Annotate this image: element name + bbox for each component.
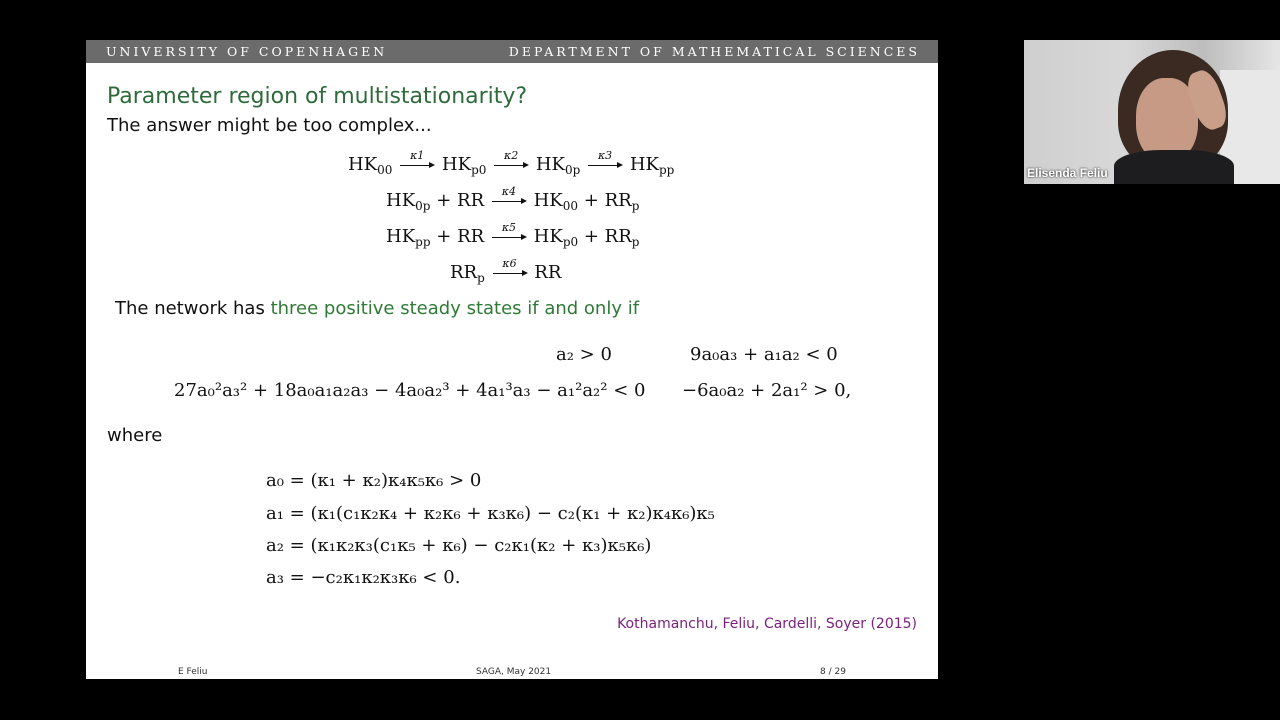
network-highlight: three positive steady states if and only if [270, 298, 640, 319]
slide-subtitle: The answer might be too complex... [107, 115, 432, 136]
definition-a2: a₂ = (κ₁κ₂κ₃(c₁κ₅ + κ₆) − c₂κ₁(κ₂ + κ₃)κ₅κ₆) [266, 535, 652, 556]
where-label: where [107, 425, 163, 446]
presentation-slide [86, 40, 938, 679]
header-department: DEPARTMENT OF MATHEMATICAL SCIENCES [508, 44, 920, 59]
footer-author: E Feliu [178, 667, 208, 677]
footer-event: SAGA, May 2021 [476, 667, 552, 677]
condition-2: 9a₀a₃ + a₁a₂ < 0 [690, 344, 838, 365]
slide-header [86, 40, 938, 63]
definition-a3: a₃ = −c₂κ₁κ₂κ₃κ₆ < 0. [266, 567, 461, 588]
condition-a2-positive: a₂ > 0 [556, 344, 612, 365]
reaction-3: $HK_{pp}$ + RR κ5 $HK_{p0} + RR_p$ [386, 220, 640, 249]
participant-video-tile[interactable] [1024, 40, 1280, 184]
reaction-2: $HK_{0p}$ + RR κ4 $HK_{00} + RR_p$ [386, 184, 640, 213]
network-statement [115, 298, 639, 319]
definition-a1: a₁ = (κ₁(c₁κ₂κ₄ + κ₂κ₆ + κ₃κ₆) − c₂(κ₁ + κ₂)κ₄κ₆)κ₅ [266, 503, 715, 524]
slide-title: Parameter region of multistationarity? [107, 84, 528, 109]
header-university: UNIVERSITY OF COPENHAGEN [106, 44, 388, 59]
definition-a0: a₀ = (κ₁ + κ₂)κ₄κ₅κ₆ > 0 [266, 470, 482, 491]
condition-discriminant: 27a₀²a₃² + 18a₀a₁a₂a₃ − 4a₀a₂³ + 4a₁³a₃ − a₁²a₂² < 0 [174, 380, 646, 401]
reaction-1: $HK_{00}$ κ1 $HK_{p0}$ κ2 $HK_{0p}$ κ3 $HK_{pp}$ [348, 148, 675, 177]
citation: Kothamanchu, Feliu, Cardelli, Soyer (2015) [617, 616, 917, 632]
condition-4: −6a₀a₂ + 2a₁² > 0, [682, 380, 852, 401]
network-prefix: The network has [115, 298, 271, 319]
participant-name: Elisenda Feliu [1027, 166, 1108, 180]
reaction-4: $RR_p$ κ6 RR [450, 256, 562, 285]
footer-page-number: 8 / 29 [820, 667, 846, 677]
